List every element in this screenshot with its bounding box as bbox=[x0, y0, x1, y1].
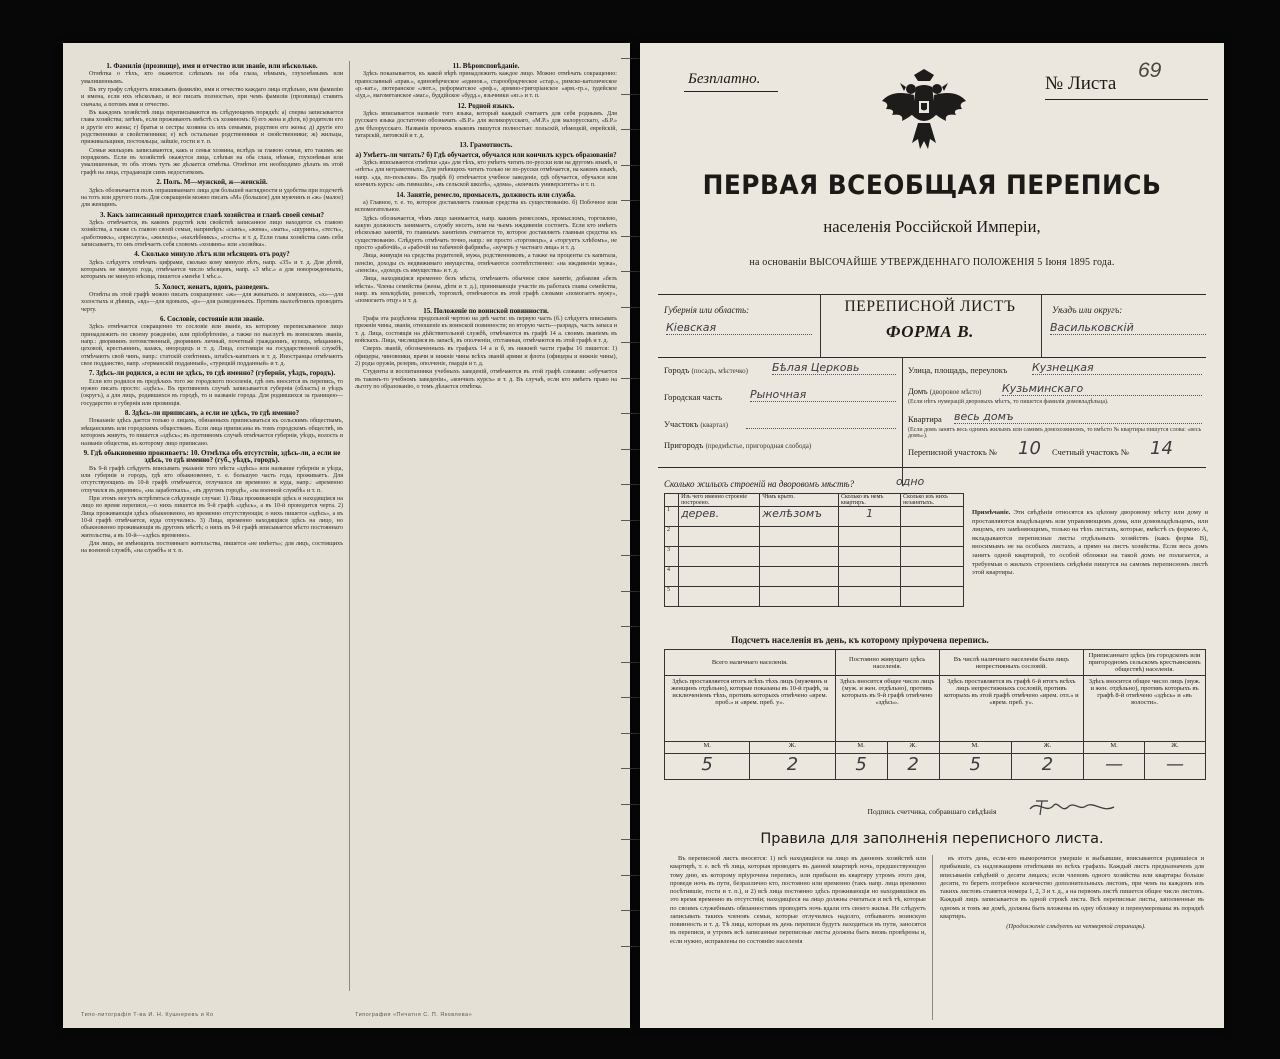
city-field bbox=[664, 365, 748, 375]
form-title: ПЕРЕПИСНОЙ ЛИСТЪ bbox=[844, 298, 1016, 315]
permanent-female: 2 bbox=[887, 754, 939, 780]
section-paragraph: Въ эту графу слѣдуетъ вписывать фамилію, имя и отчество каждаго лица отдѣльно, или фамилію и имена, если ихъ нѣсколько, и все писать полностью, при чемъ фамиліи (прозвища) ставить сначала, а потомъ имя и отчество. bbox=[81, 87, 343, 108]
rules-continued: (Продолженіе слѣдуетъ на четвертой страницѣ). bbox=[1006, 923, 1146, 930]
flats-cell: 1 bbox=[839, 507, 901, 527]
street-value: Кузнецкая bbox=[1032, 361, 1202, 375]
female-header: Ж. bbox=[1011, 742, 1083, 754]
section-heading: 4. Сколько минуло лѣтъ или мѣсяцевъ отъ роду? bbox=[134, 250, 290, 259]
present-female: 2 bbox=[750, 754, 835, 780]
section-paragraph: Сверхъ званій, обозначенныхъ въ графахъ 14 а и б, въ нижней части графы 16 пишется: 1) офицеры, чиновники, врачи и нижніе чины всѣхъ званій армии и флота (офицеры и нижніе чины), 2) роды оружія, резервъ, ополченіе, гвардія и т. д. bbox=[355, 346, 617, 368]
section-paragraph: При этомъ могутъ встрѣтиться слѣдующіе случаи: 1) Лица проживающія здѣсь и находящіяся на лицо во время переписи,—о нихъ пишется въ 9-й графѣ «здѣсь», а въ 10-й проводится черта. 2) Лица проживающія здѣсь обыкновенно, но временно отсутствующія; о нихъ пишется «здѣсь», а въ 10-й графѣ отмѣчается, куда отлучились. 3) Лица, временно находящіяся здѣсь на лицо, но обыкновенно проживающія въ другомъ мѣстѣ; о нихъ въ 9-й графѣ вписывается мѣсто постояннаго жительства, а въ 10-й—«здѣсь временно». bbox=[81, 495, 343, 539]
section-paragraph: Для лицъ, не имѣющихъ постояннаго жительства, пишется «не имѣетъ»; для лицъ, состоящихъ на военной службѣ, «на службѣ» и т. п. bbox=[81, 540, 343, 555]
instructions-column-2 bbox=[355, 61, 617, 1001]
column-divider bbox=[932, 855, 933, 1020]
rules-text-1: Въ переписной листъ вносятся: 1) всѣ находящіеся на лицо въ данномъ хозяйствѣ или квартирѣ, т. е. всѣ тѣ лица, которыя проводятъ въ данной квартирѣ ночь, предшествующую тому дню, къ которому пріурочена перепись, или прибыли въ квартиру утромъ этого дня, проведя ночь въ пути, безразлично кто, постоянно или временно (такъ напр. лица временно посѣтившіе, гости и т. п.), и 2) всѣ лица постоянно здѣсь проживающія но находившіяся въ это время временно въ отсутствіи; находящіеся на лицо должны считаться и всѣ тѣ, которые по своимъ служебнымъ обязанностямъ проводятъ ночь вдали отъ своего жилья. Не слѣдуетъ записывать такихъ членовъ семьи, которые отлучились надолго, отбываютъ воинскую повинность и т. д. Тѣ лица, которыя въ день переписи будутъ находиться въ пути, заносятся въ переписи, и утромъ всѣ записанные переписные листы должны быть вновь провѣрены и, если нужно, исправлены по состоянію населенія bbox=[670, 855, 926, 945]
section-paragraph: Лица, живущія на средства родителей, мужа, родственниковъ, а также на проценты съ капитала, пенсію, доходы съ недвижимаго имущества, отмѣчаются соотвѣтственно: «на иждивеніи мужа», «пенсія», «доходъ съ имущества» и т. д. bbox=[355, 253, 617, 274]
header-estates: Въ числѣ наличнаго населенія были лицъ непрестижныхъ сословій. bbox=[939, 650, 1083, 676]
header-present: Всего наличнаго населенія. bbox=[665, 650, 836, 676]
column-divider bbox=[349, 61, 350, 991]
suburb-note: (предмѣстье, пригородная слобода) bbox=[705, 442, 812, 450]
section-heading: 11. Вѣроисповѣданіе. bbox=[452, 62, 520, 70]
section-paragraph: Если кто родился въ предѣлахъ того же городского поселенія, гдѣ онъ вносится въ перепись, то нужно писать просто: «здѣсь». Въ противномъ случаѣ записывается губернія (область) и уѣздъ (округъ), а для лицъ, родившихся въ городѣ, то и названіе города. Для родившихся за границею—государство и губернія или провинція. bbox=[81, 378, 343, 407]
section-heading: 14. Занятіе, ремесло, промыселъ, должность или служба. bbox=[396, 190, 576, 199]
counter-signature bbox=[1028, 795, 1118, 821]
free-of-charge-label: Безплатно. bbox=[688, 71, 761, 87]
area-field bbox=[664, 419, 728, 429]
sheet-number-label: № Листа bbox=[1045, 73, 1117, 94]
permanent-male: 5 bbox=[835, 754, 887, 780]
street-label: Улица, площадь, переулокъ bbox=[908, 365, 1008, 375]
rule bbox=[658, 357, 1206, 358]
house-note: (дворовое мѣсто) bbox=[929, 388, 982, 396]
male-header: М. bbox=[1084, 742, 1145, 754]
area-note: (квартал) bbox=[700, 421, 728, 429]
signature-label: Подпись счетчика, собравшаго свѣдѣнія bbox=[867, 807, 997, 816]
registered-female: — bbox=[1145, 754, 1206, 780]
district-label: Уѣздъ или округъ: bbox=[1052, 305, 1123, 315]
desc-estates: Здѣсь проставляется въ графѣ 6-й итогъ всѣхъ лицъ непрестижныхъ сословій, противъ которыхъ въ этой графѣ отмѣчено «врем. отл.» и «врем. преб. у». bbox=[939, 676, 1083, 742]
male-header: М. bbox=[939, 742, 1011, 754]
present-male: 5 bbox=[665, 754, 750, 780]
instructions-column-1 bbox=[81, 61, 343, 1001]
city-value: Бѣлая Церковь bbox=[772, 361, 896, 375]
buildings-value: одно bbox=[896, 475, 925, 488]
section-paragraph: Отмѣты въ этой графѣ можно писать сокращенно: «ж»—для женатыхъ и замужнихъ, «х»—для холостыхъ и дѣвицъ, «вд»—для вдовыхъ, «р»—для разведенныхъ. Противъ малолѣтнихъ проводить черту. bbox=[81, 291, 343, 313]
section-paragraph: Здѣсь отмѣчается сокращенно то сословіе или званіе, къ которому переписываемое лицо принадлежитъ по своему рожденію, или пріобрѣтенію, а также по выслугѣ въ воинскомъ званіи, напр.: дворянинъ потомственный, дворянинъ личный, почетный гражданинъ, купецъ, мѣщанинъ, цеховой, крестьянинъ, казакъ, инородецъ и т. д. Лица, состоящія на государственной службѣ, отмѣчаютъ свой чинъ, напр.: статскій совѣтникъ, штабсъ-капитанъ и т. д. Иностранцы отмѣчаютъ свое подданство, напр. «германскій подданный», «турецкій подданный» и т. д. bbox=[81, 324, 343, 368]
section-paragraph: Здѣсь обозначается, чѣмъ лицо занимается, напр. какимъ ремесломъ, промысломъ, торговлею, какую должность занимаетъ, службу несетъ, или на чьемъ иждивеніи состоитъ. Если кто имѣетъ нѣсколько занятій, то главнымъ занятіемъ считается то, которое доставляетъ главныя средства къ существованію. Слѣдуетъ отмѣчать точно, напр.: не просто «торговецъ», а «торгуетъ хлѣбомъ», не просто «рабочій», а «рабочій на табачной фабрикѣ», «кучеръ у частнаго лица» и т. д. bbox=[355, 215, 617, 251]
suburb-label: Пригородъ bbox=[664, 440, 704, 450]
double-headed-eagle-emblem bbox=[878, 67, 970, 159]
roof-cell: желѣзомъ bbox=[760, 507, 839, 527]
flat-value: весь домъ bbox=[954, 410, 1202, 424]
header-vacant: Сколько изъ нихъ незанятыхъ. bbox=[901, 494, 964, 507]
legal-basis: на основаніи ВЫСОЧАЙШЕ УТВЕРЖДЕННАГО ПОЛОЖЕНІЯ 5 Іюня 1895 года. bbox=[749, 257, 1115, 268]
census-subtitle: населенія Россійской Имперіи, bbox=[823, 217, 1041, 236]
desc-permanent: Здѣсь вносится общее число лицъ (муж. и жен. отдѣльно), противъ которыхъ въ 9-й графѣ отмѣчено «здѣсь». bbox=[835, 676, 939, 742]
row-number: 3 bbox=[665, 547, 679, 567]
section-heading: 12. Родной языкъ. bbox=[457, 101, 515, 110]
section-paragraph: Въ 9-й графѣ слѣдуетъ вписывать указаніе того мѣста «здѣсь» или название губерніи и уѣзда, или губернія и городъ, гдѣ кто обыкновенно, т. е. большую часть года, проживаетъ. Для отсутствующихъ въ 10-й графѣ отмѣчается, отлучился ли временно и куда, напр.: «временно отлучился въ деревню», «на заработкахъ», «въ другомъ городѣ», «на военной службѣ» и т. п. bbox=[81, 465, 343, 494]
count-area-label: Счетный участокъ № bbox=[1052, 447, 1129, 457]
header-roof: Чѣмъ крыто. bbox=[760, 494, 839, 507]
section-heading: 3. Какъ записанный приходится главѣ хозяйства и главѣ своей семьи? bbox=[99, 210, 325, 219]
header-permanent: Постоянно живущаго здѣсь населенія. bbox=[835, 650, 939, 676]
rules-text-2: въ этотъ день, если-кто выморочится умершіе и выбывшие, вписываются родившіеся и прибывшіе, съ надлежащими отмѣтками во всѣхъ графахъ. Каждый листъ предназначенъ для вписыванія свѣдѣній о десяти лицахъ; если членовъ одного хозяйства или квартиры больше десяти, то беретъ потребное количество дополнительныхъ листовъ, при чемъ на каждомъ изъ такихъ листовъ ставятся номера 1, 2, 3 и т. д., а на первомъ листѣ пишется общее число листовъ. Каждый лицъ записывается въ одной строкѣ листа. Всѣ переписные листы, заполненные въ одномъ и томъ же домѣ, должны быть вложены въ одну обложку и перенумерованы въ порядкѣ квартиръ. bbox=[940, 855, 1204, 920]
section-paragraph: Семьи жильцовъ записываются, какъ и семья хозяина, вслѣдъ за главою семьи, кто такимъ же порядкомъ. Если въ хозяйствѣ окажутся лица, слѣпыя на оба глаза, нѣмыя, глухонѣмыя или умалишенныя, то объ этомъ тутъ же дѣлается отмѣтка. Отмѣтки эти необходимо дѣлать въ этой графѣ на лица, страдающія симъ недостаткомъ. bbox=[81, 147, 343, 176]
section-paragraph: Здѣсь вписывается названіе того языка, который каждый считаетъ для себя роднымъ. Для русскаго языка достаточно обозначать «В.Р.» для великорусскаго, «М.Р.» для малорусскаго, «Б.Р.» для бѣлорусскаго. Названія прочихъ языковъ пишутся полностью: польскій, нѣмецкій, еврейскій, татарскій, литовскій и т. д. bbox=[355, 111, 617, 140]
sheet-number-value: 69 bbox=[1138, 59, 1162, 82]
note-text: Эти свѣдѣнія относятся къ цѣлому дворовому мѣсту или дому и проставляются владѣльцемъ или управляющимъ дома, или домовладѣльцемъ, или лицомъ, его замѣняющимъ, только на тѣхъ листахъ, которые, вмѣстѣ съ формою А, вкладываются переписные листы отдѣльныхъ хозяйствъ (какъ форма В), вносимымъ не на особыхъ листахъ, а прямо на листъ хозяйства. Если весь домъ занятъ одной квартирой, то особой обложки на такой домъ не полагается, а требуемыя о жилыхъ строеніяхъ свѣдѣнія пишутся на самомъ переписномъ листѣ этой квартиры. bbox=[972, 509, 1208, 577]
section-heading: 9. Гдѣ обыкновенно проживаетъ: 10. Отмѣтка объ отсутствіи, здѣсь-ли, а если не здѣсь, то гдѣ именно? (губ., уѣздъ, городъ). bbox=[83, 448, 341, 465]
header-material: Изъ чего именно строеніе построено. bbox=[679, 494, 760, 507]
left-page bbox=[63, 43, 630, 1028]
rule bbox=[658, 467, 1206, 468]
section-heading: 15. Положеніе по воинской повинности. bbox=[423, 306, 549, 315]
section-heading: 5. Холост, женатъ, вдовъ, разведенъ. bbox=[155, 282, 269, 291]
section-paragraph: а) Главное, т. е. то, которое доставляетъ главныя средства къ существованію. б) Побочное или вспомогательное. bbox=[355, 199, 617, 214]
male-header: М. bbox=[835, 742, 887, 754]
section-paragraph: Показаніе здѣсь дается только о лицахъ, обязанныхъ приписываться къ сельскимъ обществамъ, мѣщанскимъ или городскимъ обществамъ. Если лица приписаны въ томъ городскомъ обществѣ, въ которомъ живутъ, то пишется «здѣсь»; въ противномъ случаѣ отмѣчается губернія, уѣздъ, волость и названіе общества, къ которому лицо приписано. bbox=[81, 418, 343, 447]
estates-male: 5 bbox=[939, 754, 1011, 780]
form-name: ФОРМА В. bbox=[886, 322, 974, 341]
section-heading: 1. Фамилія (прозвище), имя и отчество или званіе, или нѣсколько. bbox=[106, 62, 318, 70]
row-number: 1 bbox=[665, 507, 679, 527]
flat-label: Квартира bbox=[908, 414, 942, 424]
buildings-label: Сколько жилыхъ строеній на дворовомъ мѣстѣ? bbox=[664, 479, 854, 489]
census-area-value: 10 bbox=[1018, 438, 1041, 459]
desc-registered: Здѣсь вносится общее число лицъ (муж. и жен. отдѣльно), противъ которыхъ въ графѣ 8-й отмѣчено «здѣсь» и «въ волости». bbox=[1084, 676, 1206, 742]
section-paragraph: Здѣсь вписываются отмѣтки «да» для тѣхъ, кто умѣетъ читать по-русски или на другомъ языкѣ, и «нѣтъ» для неграмотныхъ. Для умѣющихъ читать только не по-русски отмѣчается, на какомъ языкѣ, напр. «да, по-польски». Въ графѣ б) отмѣчается учебное заведеніе, гдѣ обучается, обучался или кончилъ курсъ: «въ гимназіи», «въ сельской школѣ», «дома», «кончилъ университетъ» и т. п. bbox=[355, 160, 617, 189]
section-paragraph: Здѣсь обозначается полъ опрашиваемаго лица для большей наглядности и удобства при подсчетѣ на тотъ или другого полъ. Для сокращенія можно писать «М» (большое) для мужчинъ и «ж» (малое) для женщинъ. bbox=[81, 187, 343, 209]
rules-column-1 bbox=[670, 855, 926, 1023]
right-page bbox=[640, 43, 1224, 1028]
rules-title: Правила для заполненія переписного листа. bbox=[760, 831, 1104, 847]
printer-imprint-left: Типо-литографія Т-ва И. Н. Кушнеревъ и Ко bbox=[81, 1012, 214, 1018]
section-heading: 13. Грамотность. bbox=[459, 141, 513, 150]
section-heading: 8. Здѣсь-ли приписанъ, а если не здѣсь, то гдѣ именно? bbox=[124, 409, 300, 418]
female-header: Ж. bbox=[750, 742, 835, 754]
buildings-note bbox=[972, 509, 1208, 578]
province-label: Губернія или область: bbox=[664, 305, 750, 315]
house-field bbox=[908, 386, 981, 396]
section-paragraph: Лица, находящіяся временно безъ мѣста, отмѣчаютъ обычное свое занятіе, добавляя «безъ мѣста». Члены семейства (жены, дѣти и т. д.), принимающіе участіе въ работахъ главы семейства, напр. въ земледѣліи, ремеслѣ, торговлѣ, отмѣчаются въ этой графѣ словами «помогаетъ мужу», «помогаетъ отцу» и т. д. bbox=[355, 276, 617, 305]
city-note: (посадъ, мѣстечко) bbox=[691, 367, 748, 375]
underline bbox=[1045, 99, 1208, 100]
city-label: Городъ bbox=[664, 365, 690, 375]
population-count-title: Подсчетъ населенія въ день, къ которому пріурочена перепись. bbox=[731, 635, 989, 645]
rules-column-2 bbox=[940, 855, 1204, 1023]
district-value: Васильковскій bbox=[1050, 321, 1206, 335]
header-registered: Приписаннаго здѣсь (въ городскомъ или пригородномъ сельскомъ крестьянскомъ обществѣ) населенія. bbox=[1084, 650, 1206, 676]
section-paragraph: Графа эта раздѣлена продольной чертою на двѣ части: въ первую часть (б.) слѣдуетъ вписывать прежнія чины, званія, отношеніе къ воинской повинности; во вторую часть—разрядъ, часть запаса и т. д. Лица, состоящія на дѣйствительной службѣ, отмѣчаются въ графѣ 14 а. своимъ званіемъ въ войскахъ. Лица, числящіяся въ запасѣ, въ ополченіи, отставныя, отмѣчаются въ этой графѣ и т. д. bbox=[355, 316, 617, 345]
section-paragraph: Отмѣтка о тѣхъ, кто окажется: слѣпымъ на оба глаза, нѣмымъ, глухонѣмымъ или умалишеннымъ. bbox=[81, 71, 343, 85]
section-paragraph: Здѣсь отмѣчается, въ какомъ родствѣ или свойствѣ записанное лицо находится съ главою хозяйства, а также съ главою своей семьи, напримѣръ: «сынъ», «жена», «мать», «шуринъ», «тесть», «работникъ», «прислуга», «жилецъ», «нахлѣбникъ», «гость» и т. д. Если глава хозяйства самъ себя записываетъ, то онъ отмѣчаетъ себя словомъ «хозяинъ» или «хозяйка». bbox=[81, 219, 343, 248]
census-title: ПЕРВАЯ ВСЕОБЩАЯ ПЕРЕПИСЬ bbox=[702, 170, 1162, 201]
suburb-field bbox=[664, 440, 811, 450]
province-value: Кіевская bbox=[666, 321, 812, 335]
row-number: 4 bbox=[665, 567, 679, 587]
section-paragraph: Здѣсь показывается, къ какой вѣрѣ принадлежитъ каждое лицо. Можно отмѣчать сокращенно: православный «прав.», единовѣрческое «единов.», старообрядческое «стар.», римско-католическое «р.-кат.», лютеранское «лют.», реформатское «реф.», армяно-григоріанское «арм.-гр.», іудейское «іуд.», магометанское «маг.», буддійское «будд.», язычники «яз.» и т. п. bbox=[355, 71, 617, 100]
row-number: 2 bbox=[665, 527, 679, 547]
count-area-value: 14 bbox=[1150, 438, 1173, 459]
section-paragraph: Студенты и воспитанники учебныхъ заведеній, отмѣчаются въ этой графѣ словами: «обучается въ такомъ-то учебномъ заведеніи», «кончилъ курсъ» и т. д. Въ случаѣ, если кто имѣетъ право на льготу по образованію, о томъ дѣлается отмѣтка. bbox=[355, 369, 617, 391]
section-heading: 2. Полъ. М—мужской, ж—женскій. bbox=[156, 178, 268, 187]
section-paragraph: Здѣсь слѣдуетъ отмѣчать цифрами, сколько кому минуло лѣтъ, напр. «35» и т. д. Для дѣтей, которымъ не минуло года, отмѣчается число мѣсяцевъ, напр. «3 мѣс.» а для новорожденныхъ, которымъ не минуло мѣсяца, пишется «менѣе 1 мѣс.». bbox=[81, 259, 343, 281]
flat-subnote: (Если домъ занятъ весь однимъ жилымъ или самимъ домохозяиномъ, то вмѣсто № квартиры пишутся слова: «весь домъ»). bbox=[908, 427, 1202, 439]
census-area-label: Переписной участокъ № bbox=[908, 447, 997, 457]
house-subnote: (Если нѣтъ нумерацій дворовыхъ мѣстъ, то пишется фамилія домовладѣльца). bbox=[908, 399, 1109, 405]
printer-imprint-right: Типография «Печатня С. П. Яковлева» bbox=[355, 1012, 473, 1018]
population-count-table bbox=[664, 649, 1206, 780]
part-label: Городская часть bbox=[664, 392, 722, 402]
registered-male: — bbox=[1084, 754, 1145, 780]
row-number: 5 bbox=[665, 587, 679, 607]
header-flats: Сколько въ немъ квартиръ. bbox=[839, 494, 901, 507]
house-value: Кузьминскаго bbox=[1002, 382, 1202, 396]
estates-female: 2 bbox=[1011, 754, 1083, 780]
underline bbox=[684, 91, 778, 92]
desc-present: Здѣсь проставляется итогъ всѣхъ тѣхъ лицъ (мужчинъ и женщинъ отдѣльно), которые показаны въ 10-й графѣ, за исключеніемъ тѣхъ, противъ которыхъ отмѣчено «врем. проб.» и «врем. преб. у». bbox=[665, 676, 836, 742]
section-heading: 7. Здѣсь-ли родился, а если не здѣсь, то гдѣ именно? (губернія, уѣздъ, городъ). bbox=[88, 369, 336, 378]
house-label: Домъ bbox=[908, 386, 928, 396]
part-value: Рыночная bbox=[750, 388, 896, 402]
area-blank bbox=[746, 427, 896, 429]
vacant-cell bbox=[901, 507, 964, 527]
section-paragraph: Въ каждомъ хозяйствѣ лица переписываются въ слѣдующемъ порядкѣ: а) сперва записывается глава хозяйства; затѣмъ, если проживаютъ вмѣстѣ съ хозяиномъ: б) его жена и дѣти, в) родители его и другіе его жены; г) братья и сестры хозяина съ ихъ семьями, родствен его жены; д) другіе его родственники и свойственники; е) всѣ остальные родственники и свойственники; ж) жильцы, приживальщики, постояльцы, зайшіе, гости и т. п. bbox=[81, 110, 343, 146]
male-header: М. bbox=[665, 742, 750, 754]
female-header: Ж. bbox=[1145, 742, 1206, 754]
material-cell: дерев. bbox=[679, 507, 760, 527]
area-label: Участокъ bbox=[664, 419, 699, 429]
buildings-table bbox=[664, 493, 964, 607]
section-heading: 6. Сословіе, состояніе или званіе. bbox=[160, 315, 264, 323]
female-header: Ж. bbox=[887, 742, 939, 754]
note-title: Примѣчаніе. bbox=[972, 509, 1011, 516]
section-heading: а) Умѣетъ-ли читать? б) Гдѣ обучается, обучался или кончилъ курсъ образованія? bbox=[355, 150, 617, 159]
